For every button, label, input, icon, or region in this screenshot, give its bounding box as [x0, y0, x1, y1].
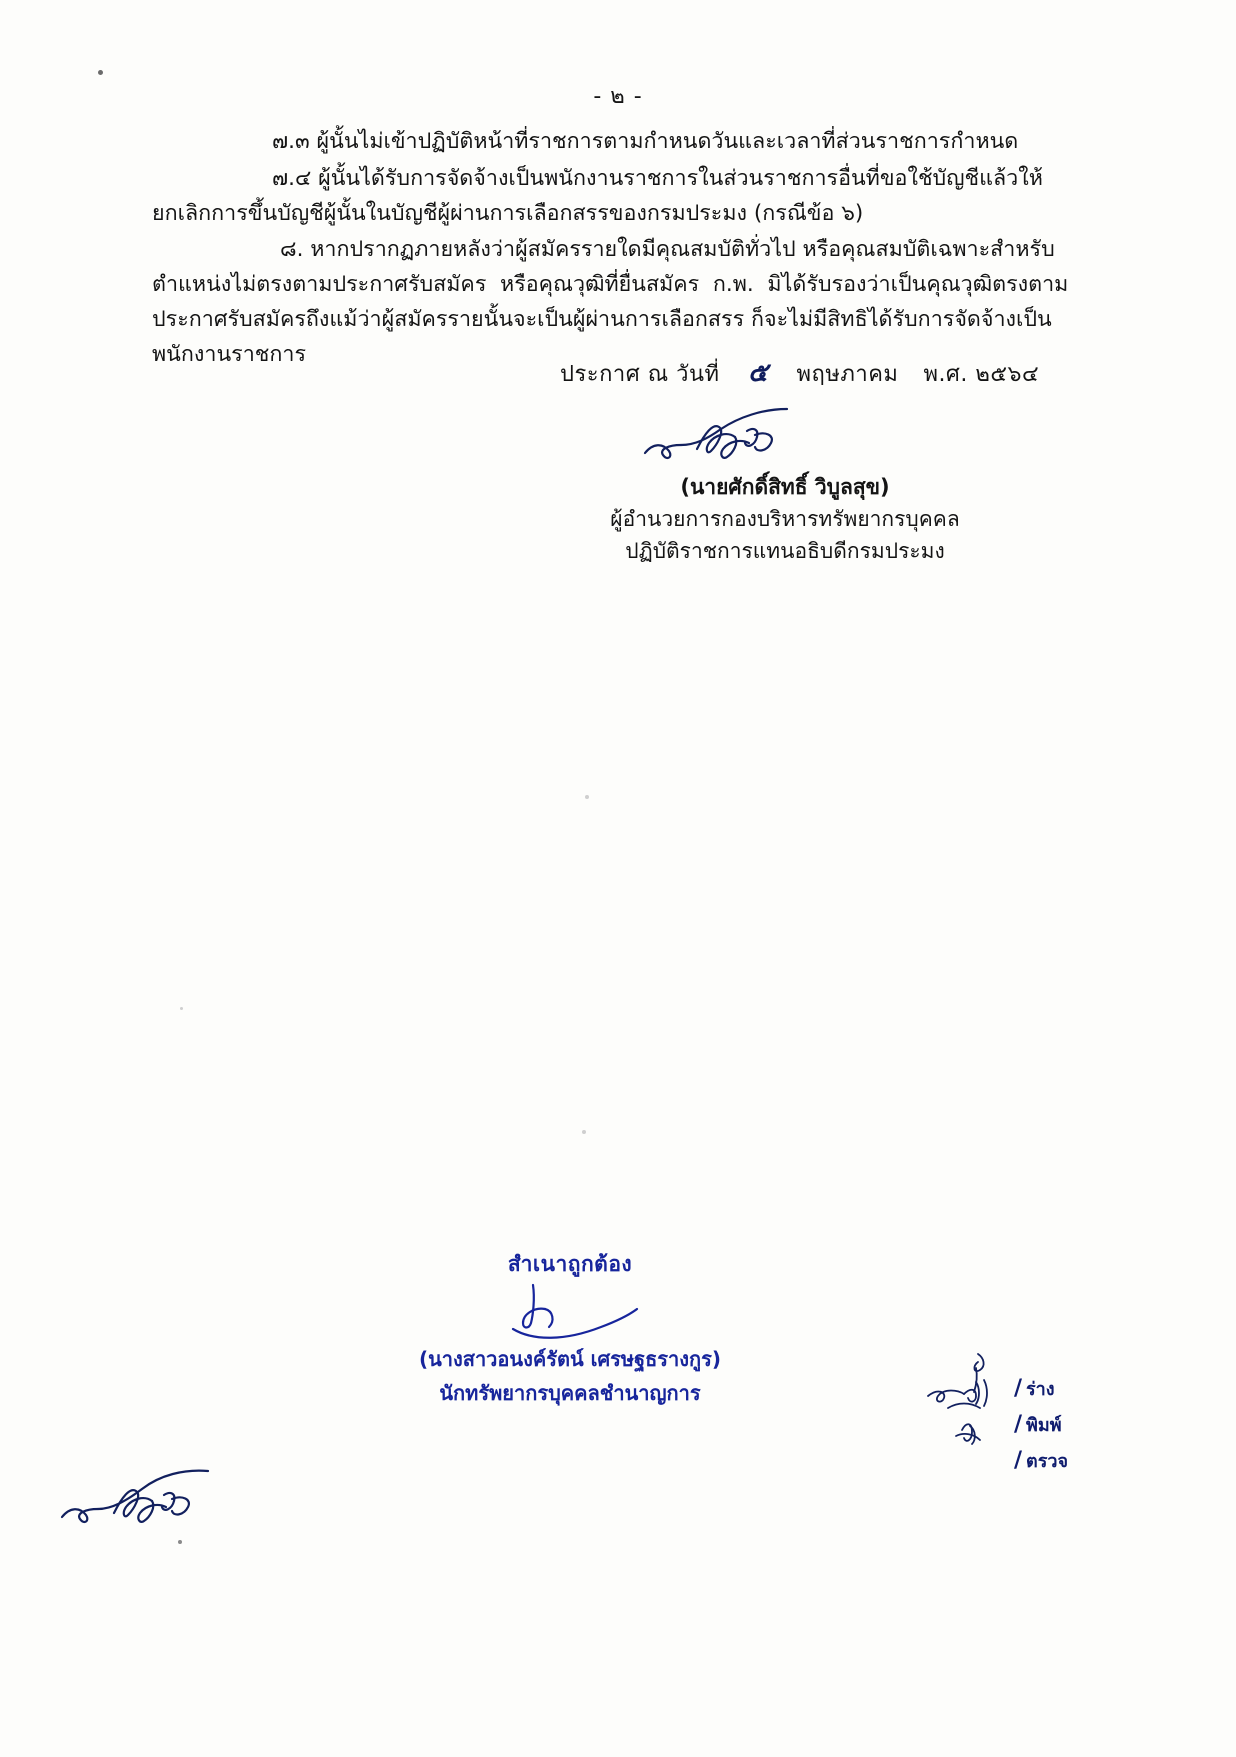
approval-marks-block [1010, 1370, 1068, 1478]
page-number: - ๒ - [593, 84, 643, 109]
certified-copy-title: สำเนาถูกต้อง [507, 1252, 633, 1276]
document-body [152, 125, 1102, 375]
page-speck [180, 1007, 183, 1010]
announcement-prefix: ประกาศ ณ วันที่ [560, 362, 720, 387]
signature-block [505, 405, 1065, 567]
approval-slash: / [1013, 1411, 1023, 1437]
announcement-month: พฤษภาคม [796, 362, 899, 387]
signatory-role-line-2: ปฏิบัติราชการแทนอธิบดีกรมประมง [625, 538, 945, 563]
announcement-date-line [560, 352, 1039, 393]
paragraph-7-4: ๗.๔ ผู้นั้นได้รับการจัดจ้างเป็นพนักงานราชการในส่วนราชการอื่นที่ขอใช้บัญชีแล้วให้ยกเลิกการขึ้นบัญชีผู้นั้นในบัญชีผู้ผ่านการเลือกสรรของกรมประมง (กรณีข้อ ๖) [152, 165, 1043, 226]
signatory-role-line-1: ผู้อำนวยการกองบริหารทรัพยากรบุคคล [610, 507, 960, 531]
certifier-role: นักทรัพยากรบุคคลชำนาญการ [439, 1381, 701, 1405]
certifier-name: (นางสาวอนงค์รัตน์ เศรษฐธรางกูร) [418, 1347, 722, 1371]
page-speck [98, 70, 103, 75]
handwritten-signature [505, 405, 1065, 467]
page-speck [582, 1130, 586, 1134]
approval-slash: / [1013, 1375, 1023, 1401]
paragraph-7-3: ๗.๓ ผู้นั้นไม่เข้าปฏิบัติหน้าที่ราชการตามกำหนดวันและเวลาที่ส่วนราชการกำหนด [272, 129, 1019, 154]
approval-label-checked: ตรวจ [1026, 1450, 1069, 1472]
approval-initials [918, 1352, 1028, 1487]
certifier-handwritten-signature [330, 1281, 810, 1343]
signatory-name: (นายศักดิ์สิทธิ์ วิบูลสุข) [680, 475, 890, 499]
approval-label-typed: พิมพ์ [1026, 1414, 1062, 1436]
approval-slash: / [1013, 1447, 1023, 1473]
approval-label-draft: ร่าง [1026, 1378, 1055, 1400]
announcement-day-handwritten: ๕ [747, 358, 769, 388]
announcement-year: พ.ศ. ๒๕๖๔ [923, 362, 1040, 387]
page-speck [585, 795, 589, 799]
corner-handwritten-signature [50, 1465, 270, 1559]
certified-copy-block [330, 1248, 810, 1409]
paragraph-8: ๘. หากปรากฏภายหลังว่าผู้สมัครรายใดมีคุณสมบัติทั่วไป หรือคุณสมบัติเฉพาะสำหรับตำแหน่งไม่ตรงตามประกาศรับสมัคร หรือคุณวุฒิที่ยื่นสมัคร ก.พ. มิได้รับรองว่าเป็นคุณวุฒิตรงตามประกาศรับสมัครถึงแม้ว่าผู้สมัครรายนั้นจะเป็นผู้ผ่านการเลือกสรร ก็จะไม่มีสิทธิได้รับการจัดจ้างเป็นพนักงานราชการ [152, 237, 1069, 367]
